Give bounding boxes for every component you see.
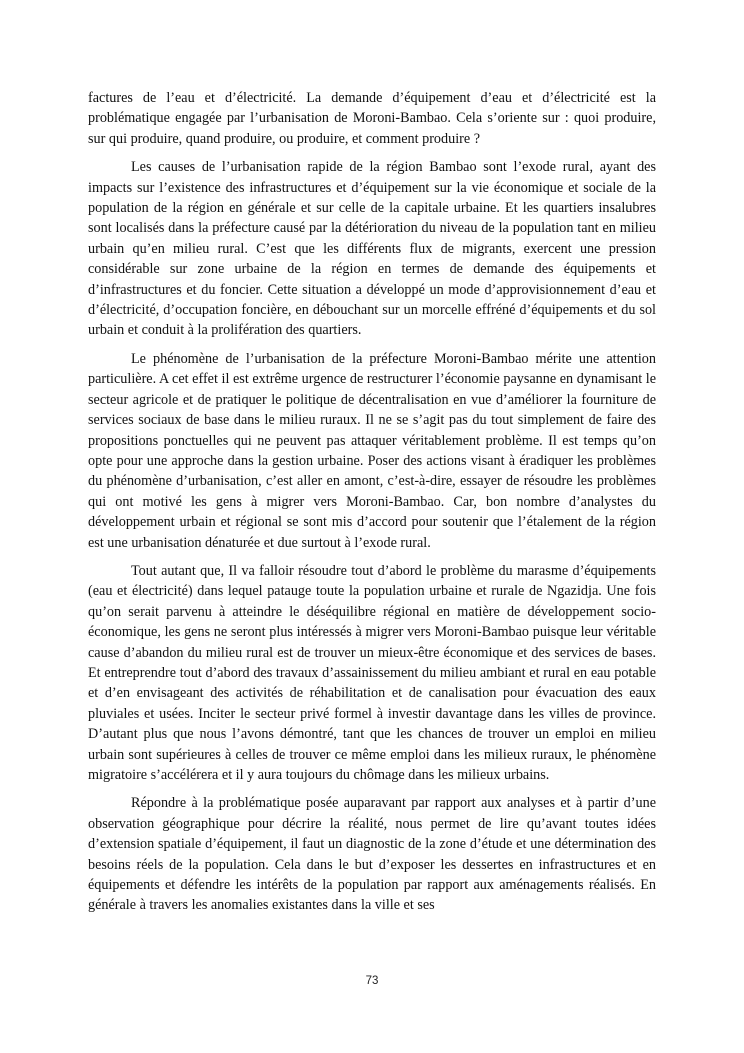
paragraph-3: Le phénomène de l’urbanisation de la préfecture Moroni-Bambao mérite une attention particulière. A cet effet il est extrême urgence de restructurer l’économie paysanne en dynamisant le secteur agricole et de pratiquer le politique de décentralisation en vue d’améliorer la fourniture de services sociaux de base dans le milieu ruraux. Il ne se s’agit pas du tout simplement de faire des propositions ponctuelles qui ne peuvent pas attaquer véritablement problème. Il est temps qu’on opte pour une approche dans la gestion urbaine. Poser des actions visant à éradiquer les problèmes du phénomène d’urbanisation, c’est aller en amont, c’est-à-dire, essayer de résoudre les problèmes qui ont motivé les gens à migrer vers Moroni-Bambao. Car, bon nombre d’analystes du développement urbain et régional se sont mis d’accord pour soutenir que l’étalement de la région est une urbanisation dénaturée et due surtout à l’exode rural. [88,350,656,551]
paragraph-5: Répondre à la problématique posée auparavant par rapport aux analyses et à partir d’une observation géographique pour décrire la réalité, nous permet de lire qu’avant toutes idées d’extension spatiale d’équipement, il faut un diagnostic de la zone d’étude et une détermination des besoins réels de la population. Cela dans le but d’exposer les dessertes en infrastructures et en équipements et défendre les intérêts de la population par rapport aux aménagements réalisés. En générale à travers les anomalies existantes dans la ville et ses [88,795,656,914]
paragraph-1: factures de l’eau et d’électricité. La demande d’équipement d’eau et d’électricité est la problématique engagée par l’urbanisation de Moroni-Bambao. Cela s’oriente sur : quoi produire, sur qui produire, quand produire, ou produire, et comment produire ? [88,90,656,147]
paragraph-4: Tout autant que, Il va falloir résoudre tout d’abord le problème du marasme d’équipements (eau et électricité) dans lequel patauge toute la population urbaine et rurale de Ngazidja. Une fois qu’on serait parvenu à atteindre le déséquilibre régional en matière de développement socio-économique, les gens ne seront plus intéressés à migrer vers Moroni-Bambao puisque leur véritable cause d’abandon du milieu rural est de trouver un mieux-être économique et des services de bases. Et entreprendre tout d’abord des travaux d’assainissement du milieu ambiant et rural en eau potable et d’en envisageant des activités de réhabilitation et de canalisation pour évacuation des eaux pluviales et usées. Inciter le secteur privé formel à investir davantage dans les villes de province. D’autant plus que nous l’avons démontré, tant que les chances de trouver un emploi en milieu urbain sont supérieures à celles de trouver ce même emploi dans les milieux ruraux, le phénomène migratoire s’accélérera et il y aura toujours du chômage dans les milieux urbains. [88,562,656,783]
body-text [88,88,656,924]
paragraph-2: Les causes de l’urbanisation rapide de la région Bambao sont l’exode rural, ayant des impacts sur l’existence des infrastructures et d’équipement sur la vie économique et sociale de la population de la région en générale et sur celle de la capitale urbaine. Et les quartiers insalubres sont localisés dans la préfecture causé par la détérioration du niveau de la population tant en milieu urbain qu’en milieu rural. C’est que les différents flux de migrants, exercent une pression considérable sur zone urbaine de la région en termes de demande des équipements et d’infrastructures et du foncier. Cette situation a développé un mode d’approvisionnement d’eau et d’électricité, d’occupation foncière, en débouchant sur un morcelle effréné d’équipements et du sol urbain et conduit à la prolifération des quartiers. [88,159,656,339]
page-number: 73 [365,975,379,987]
